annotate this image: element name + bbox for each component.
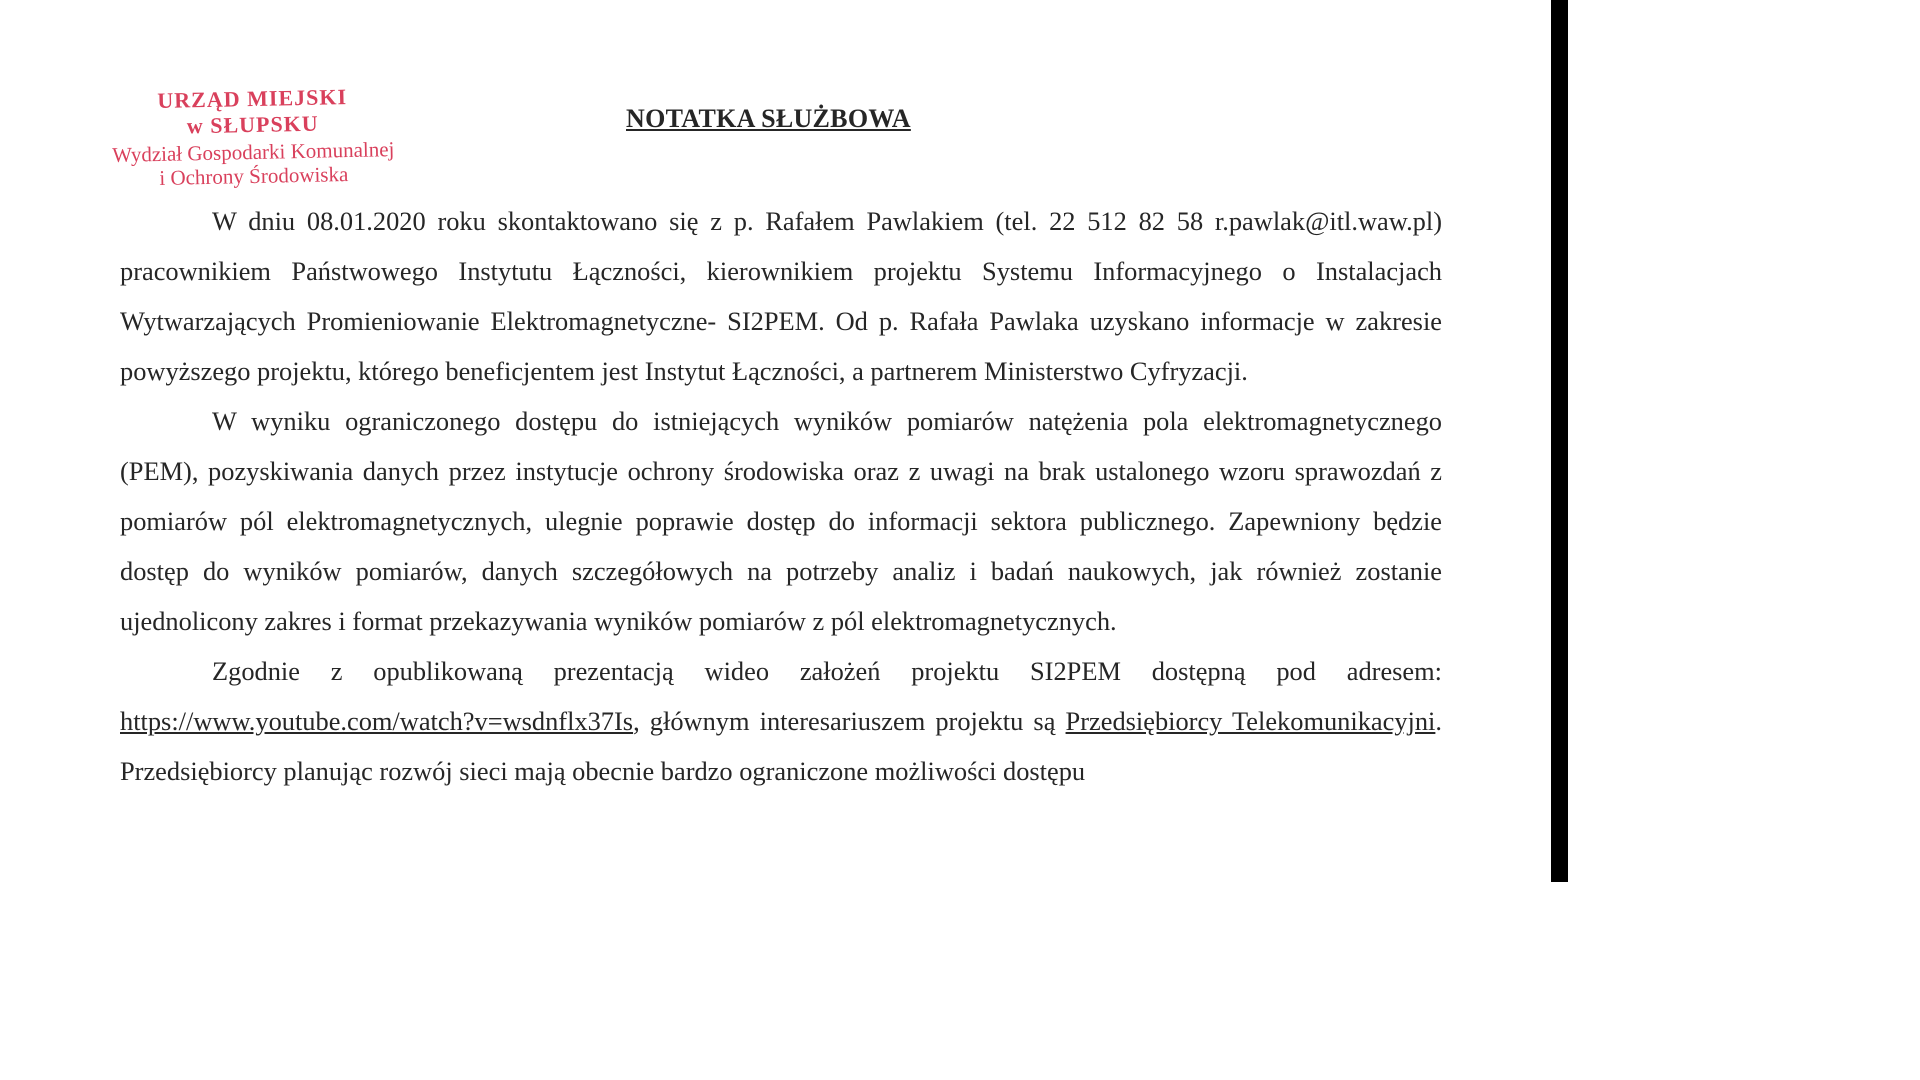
stamp-line-city: w SŁUPSKU [186, 110, 319, 139]
paragraph-3-middle: , głównym interesariuszem projektu są [633, 706, 1056, 736]
paragraph-3-tail: . Przedsiębiorcy planując rozwój sieci mają obecnie bardzo ograniczone możliwości dostępu [120, 706, 1442, 786]
document-body [120, 196, 1442, 796]
office-stamp [77, 82, 429, 191]
paragraph-2: W wyniku ograniczonego dostępu do istniejących wyników pomiarów natężenia pola elektromagnetycznego (PEM), pozyskiwania danych przez instytucje ochrony środowiska oraz z uwagi na brak ustalonego wzoru sprawozdań z pomiarów pól elektromagnetycznych, ulegnie poprawie dostęp do informacji sektora publicznego. Zapewniony będzie dostęp do wyników pomiarów, danych szczegółowych na potrzeby analiz i badań naukowych, jak również zostanie ujednolicony zakres i format przekazywania wyników pomiarów z pól elektromagnetycznych. [120, 406, 1442, 636]
stamp-line-department: Wydział Gospodarki Komunalnej [112, 137, 395, 167]
paragraph-3 [120, 646, 1442, 796]
stamp-line-office: URZĄD MIEJSKI [157, 84, 348, 113]
video-link[interactable]: https://www.youtube.com/watch?v=wsdnflx37Is [120, 706, 634, 736]
paragraph-1: W dniu 08.01.2020 roku skontaktowano się z p. Rafałem Pawlakiem (tel. 22 512 82 58 r.pawlak@itl.waw.pl) pracownikiem Państwowego Instytutu Łączności, kierownikiem projektu Systemu Informacyjnego o Instalacjach Wytwarzających Promieniowanie Elektromagnetyczne- SI2PEM. Od p. Rafała Pawlaka uzyskano informacje w zakresie powyższego projektu, którego beneficjentem jest Instytut Łączności, a partnerem Ministerstwo Cyfryzacji. [120, 206, 1442, 386]
paragraph-3-intro: Zgodnie z opublikowaną prezentacją wideo założeń projektu SI2PEM dostępną pod adresem: [212, 656, 1442, 686]
stakeholder-term: Przedsiębiorcy Telekomunikacyjni [1065, 706, 1436, 736]
scan-edge-bar [1551, 0, 1568, 882]
stamp-line-division: i Ochrony Środowiska [159, 162, 349, 190]
document-title: NOTATKA SŁUŻBOWA [626, 104, 911, 133]
